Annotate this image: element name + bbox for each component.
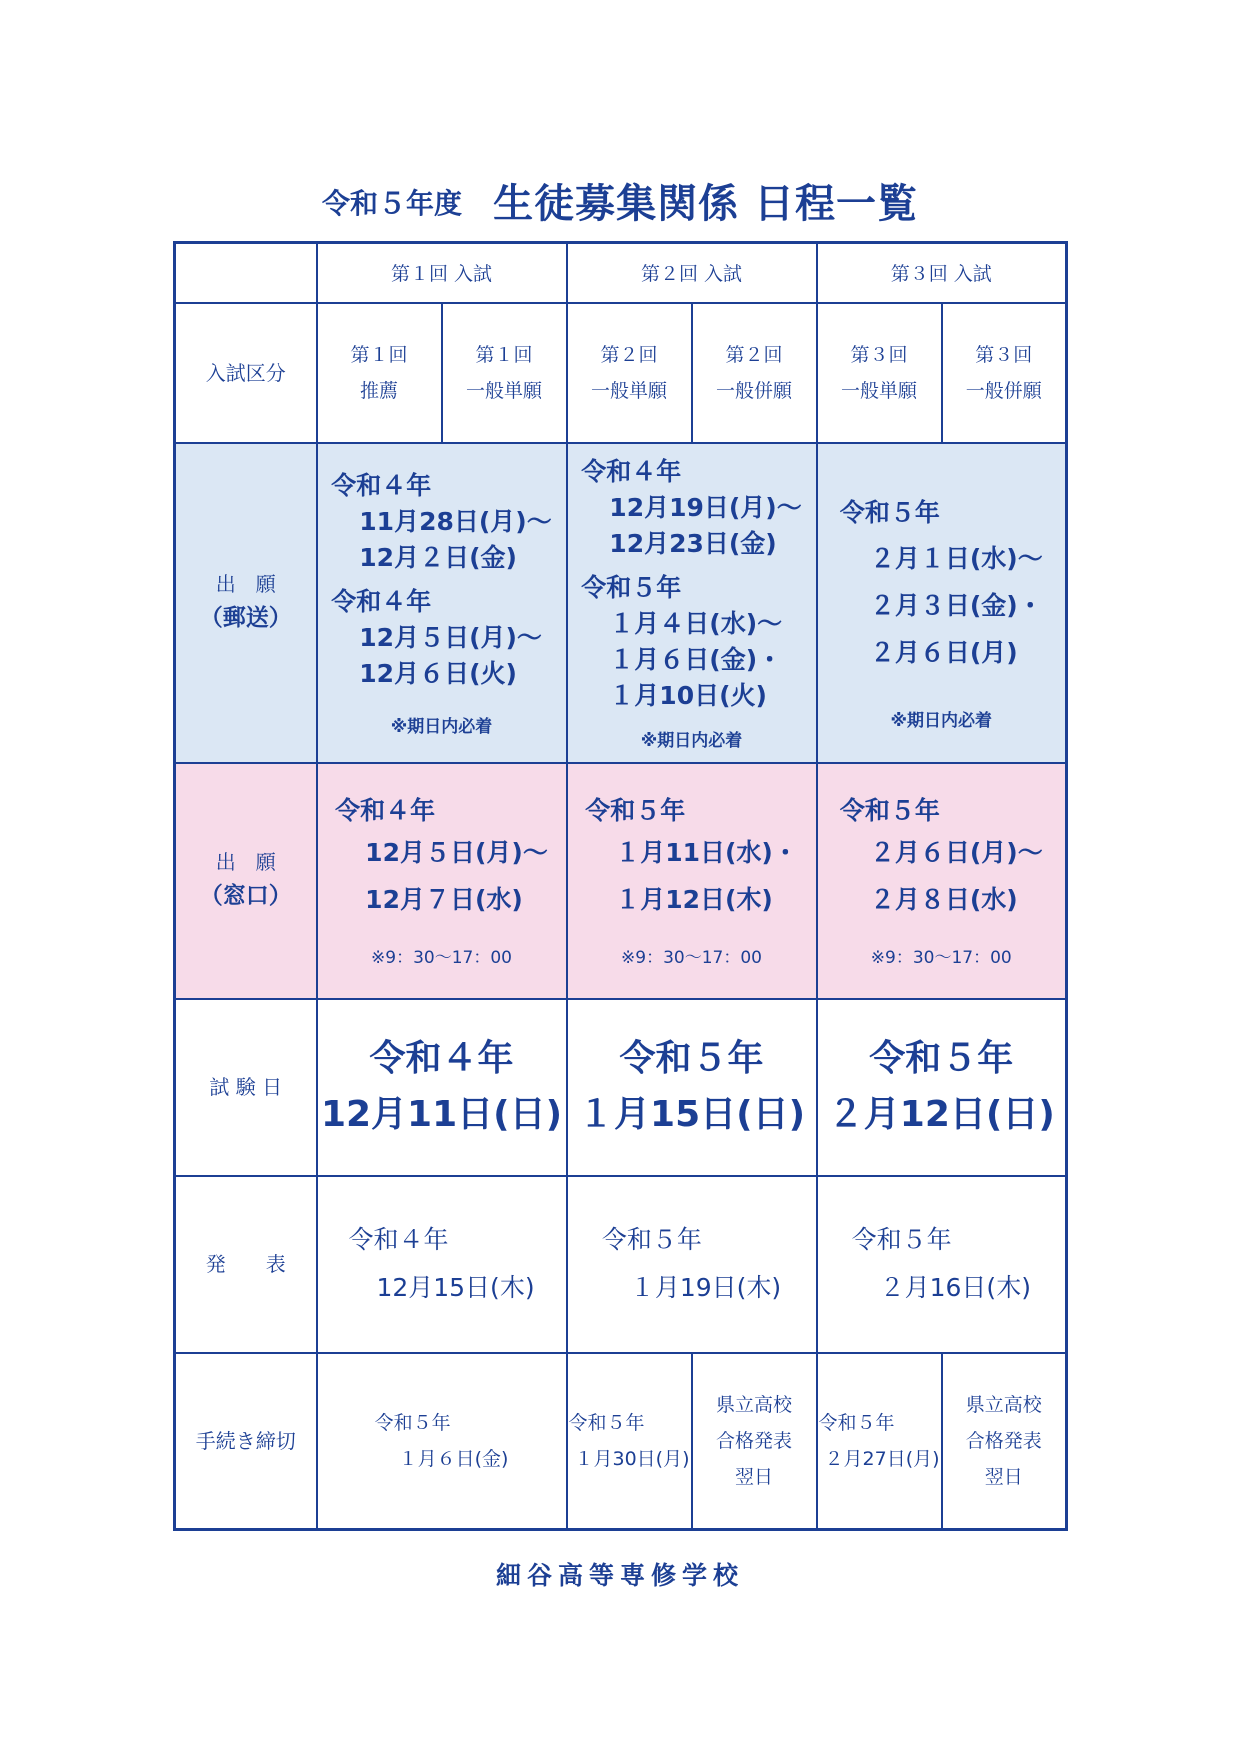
row-label-exam: 試 験 日 — [175, 999, 317, 1176]
deadline-dates — [569, 1405, 690, 1477]
year-line: 令和５年 — [581, 573, 682, 602]
deadline-line: 県立高校 — [716, 1393, 793, 1416]
date-line: ２月16日(木) — [879, 1273, 1031, 1302]
note: ※9：30～17：00 — [371, 948, 512, 968]
date-line: １月４日(水)～ — [609, 609, 783, 638]
kubun-line: 一般単願 — [591, 379, 668, 402]
deadline-round-1 — [317, 1353, 567, 1530]
date-line: １月12日(木) — [615, 885, 773, 914]
row-label-mail — [175, 443, 317, 763]
exam-year: 令和５年 — [619, 1038, 764, 1079]
deadline-round-3-single — [817, 1353, 942, 1530]
exam-date: 12月11日(日) — [320, 1094, 563, 1135]
date-line: １月30日(月) — [574, 1447, 690, 1470]
note: ※期日内必着 — [640, 731, 743, 751]
schedule-table — [173, 241, 1068, 1531]
announce-round-2 — [567, 1176, 817, 1353]
announcement-row — [175, 1176, 1067, 1353]
deadline-dates — [375, 1405, 509, 1477]
header-round-2: 第２回 入試 — [567, 243, 817, 303]
year-line: 令和４年 — [335, 796, 436, 825]
window-dates — [840, 793, 1043, 923]
kubun-line: 一般単願 — [466, 379, 543, 402]
mail-dates — [581, 454, 801, 714]
date-line: 12月19日(月)～ — [609, 493, 802, 522]
header-round-1: 第１回 入試 — [317, 243, 567, 303]
kubun-line: 第３回 — [975, 343, 1033, 366]
date-line: ２月１日(水)～ — [869, 543, 1043, 573]
date-line: 12月５日(月)～ — [365, 838, 548, 867]
date-line: １月19日(木) — [629, 1273, 782, 1302]
row-label-window — [175, 763, 317, 999]
year-line: 令和４年 — [331, 471, 432, 500]
title-main: 生徒募集関係 日程一覧 — [493, 181, 919, 227]
mail-round-2 — [567, 443, 817, 763]
window-application-row — [175, 763, 1067, 999]
date-line: 12月６日(火) — [359, 659, 517, 688]
corner-cell — [175, 243, 317, 303]
row-label-announce: 発 表 — [175, 1176, 317, 1353]
kubun-cell — [817, 303, 942, 443]
year-line: 令和５年 — [839, 497, 940, 527]
kubun-line: 第２回 — [725, 343, 783, 366]
date-line: １月10日(火) — [609, 681, 767, 710]
kubun-cell — [442, 303, 567, 443]
kubun-line: 第１回 — [475, 343, 533, 366]
date-line: 12月５日(月)～ — [359, 623, 542, 652]
note: ※9：30～17：00 — [621, 948, 762, 968]
kubun-line: 第２回 — [600, 343, 658, 366]
deadline-line: 合格発表 — [965, 1429, 1042, 1452]
note: ※期日内必着 — [890, 710, 993, 731]
row-label-line: （窓口） — [199, 883, 292, 910]
exam-date: ２月12日(日) — [827, 1094, 1055, 1135]
window-round-3 — [817, 763, 1067, 999]
exam-round-3 — [817, 999, 1067, 1176]
deadline-line: 合格発表 — [716, 1429, 793, 1452]
exam-year: 令和４年 — [369, 1038, 514, 1079]
mail-round-1 — [317, 443, 567, 763]
exam-round-2 — [567, 999, 817, 1176]
announce-dates — [348, 1216, 534, 1312]
year-line: 令和４年 — [331, 587, 432, 616]
header-round-3: 第３回 入試 — [817, 243, 1067, 303]
kubun-line: 第３回 — [850, 343, 908, 366]
exam-day-row — [175, 999, 1067, 1176]
row-label-kubun: 入試区分 — [175, 303, 317, 443]
date-line: １月６日(金)・ — [609, 645, 783, 674]
row-label-deadline: 手続き締切 — [175, 1353, 317, 1530]
title-year: 令和５年度 — [321, 187, 462, 220]
year-line: 令和４年 — [581, 457, 682, 486]
mail-dates — [840, 495, 1043, 676]
mail-dates — [331, 468, 551, 692]
exam-year: 令和５年 — [869, 1038, 1014, 1079]
deadline-round-3-combined — [942, 1353, 1067, 1530]
deadline-round-2-single — [567, 1353, 692, 1530]
page-title — [0, 172, 1240, 229]
mail-round-3 — [817, 443, 1067, 763]
window-dates — [585, 793, 798, 923]
deadline-line: 県立高校 — [965, 1393, 1042, 1416]
date-line: 12月２日(金) — [359, 543, 517, 572]
announce-round-1 — [317, 1176, 567, 1353]
date-line: 11月28日(月)～ — [359, 507, 552, 536]
deadline-round-2-combined — [692, 1353, 817, 1530]
window-round-1 — [317, 763, 567, 999]
kubun-cell — [317, 303, 442, 443]
school-name: 細谷高等専修学校 — [495, 1561, 744, 1590]
kubun-row — [175, 303, 1067, 443]
kubun-line: 一般併願 — [965, 379, 1042, 402]
window-round-2 — [567, 763, 817, 999]
exam-date: １月15日(日) — [578, 1094, 806, 1135]
deadline-line: 翌日 — [984, 1465, 1023, 1488]
row-label-line: 出 願 — [215, 572, 276, 597]
kubun-line: 推薦 — [359, 379, 398, 402]
announce-round-3 — [817, 1176, 1067, 1353]
date-line: 12月23日(金) — [609, 529, 777, 558]
mail-application-row — [175, 443, 1067, 763]
date-line: ２月６日(月)～ — [869, 838, 1043, 867]
kubun-cell — [942, 303, 1067, 443]
exam-round-1 — [317, 999, 567, 1176]
year-line: 令和５年 — [585, 796, 686, 825]
year-line: 令和５年 — [374, 1411, 451, 1434]
kubun-line: 一般単願 — [841, 379, 918, 402]
deadline-row — [175, 1353, 1067, 1530]
date-line: 12月15日(木) — [376, 1273, 535, 1302]
year-line: 令和５年 — [568, 1411, 645, 1434]
announce-dates — [602, 1216, 781, 1312]
announce-dates — [852, 1216, 1031, 1312]
year-line: 令和５年 — [818, 1411, 895, 1434]
date-line: ２月３日(金)・ — [869, 590, 1043, 620]
date-line: 12月７日(水) — [365, 885, 523, 914]
date-line: １月６日(金) — [398, 1447, 509, 1470]
year-line: 令和５年 — [601, 1225, 702, 1254]
deadline-line: 翌日 — [735, 1465, 774, 1488]
row-label-line: （郵送） — [199, 605, 292, 632]
note: ※期日内必着 — [390, 717, 493, 737]
deadline-dates — [819, 1405, 940, 1477]
year-line: 令和５年 — [839, 796, 940, 825]
year-line: 令和５年 — [851, 1225, 952, 1254]
date-line: ２月27日(月) — [824, 1447, 940, 1470]
date-line: １月11日(水)・ — [615, 838, 798, 867]
kubun-cell — [692, 303, 817, 443]
note: ※9：30～17：00 — [870, 948, 1012, 968]
date-line: ２月８日(水) — [869, 885, 1018, 914]
header-row — [175, 243, 1067, 303]
kubun-line: 第１回 — [350, 343, 408, 366]
kubun-line: 一般併願 — [716, 379, 793, 402]
row-label-line: 出 願 — [215, 850, 276, 875]
kubun-cell — [567, 303, 692, 443]
date-line: ２月６日(月) — [869, 637, 1018, 667]
year-line: 令和４年 — [348, 1225, 449, 1254]
window-dates — [335, 793, 548, 923]
